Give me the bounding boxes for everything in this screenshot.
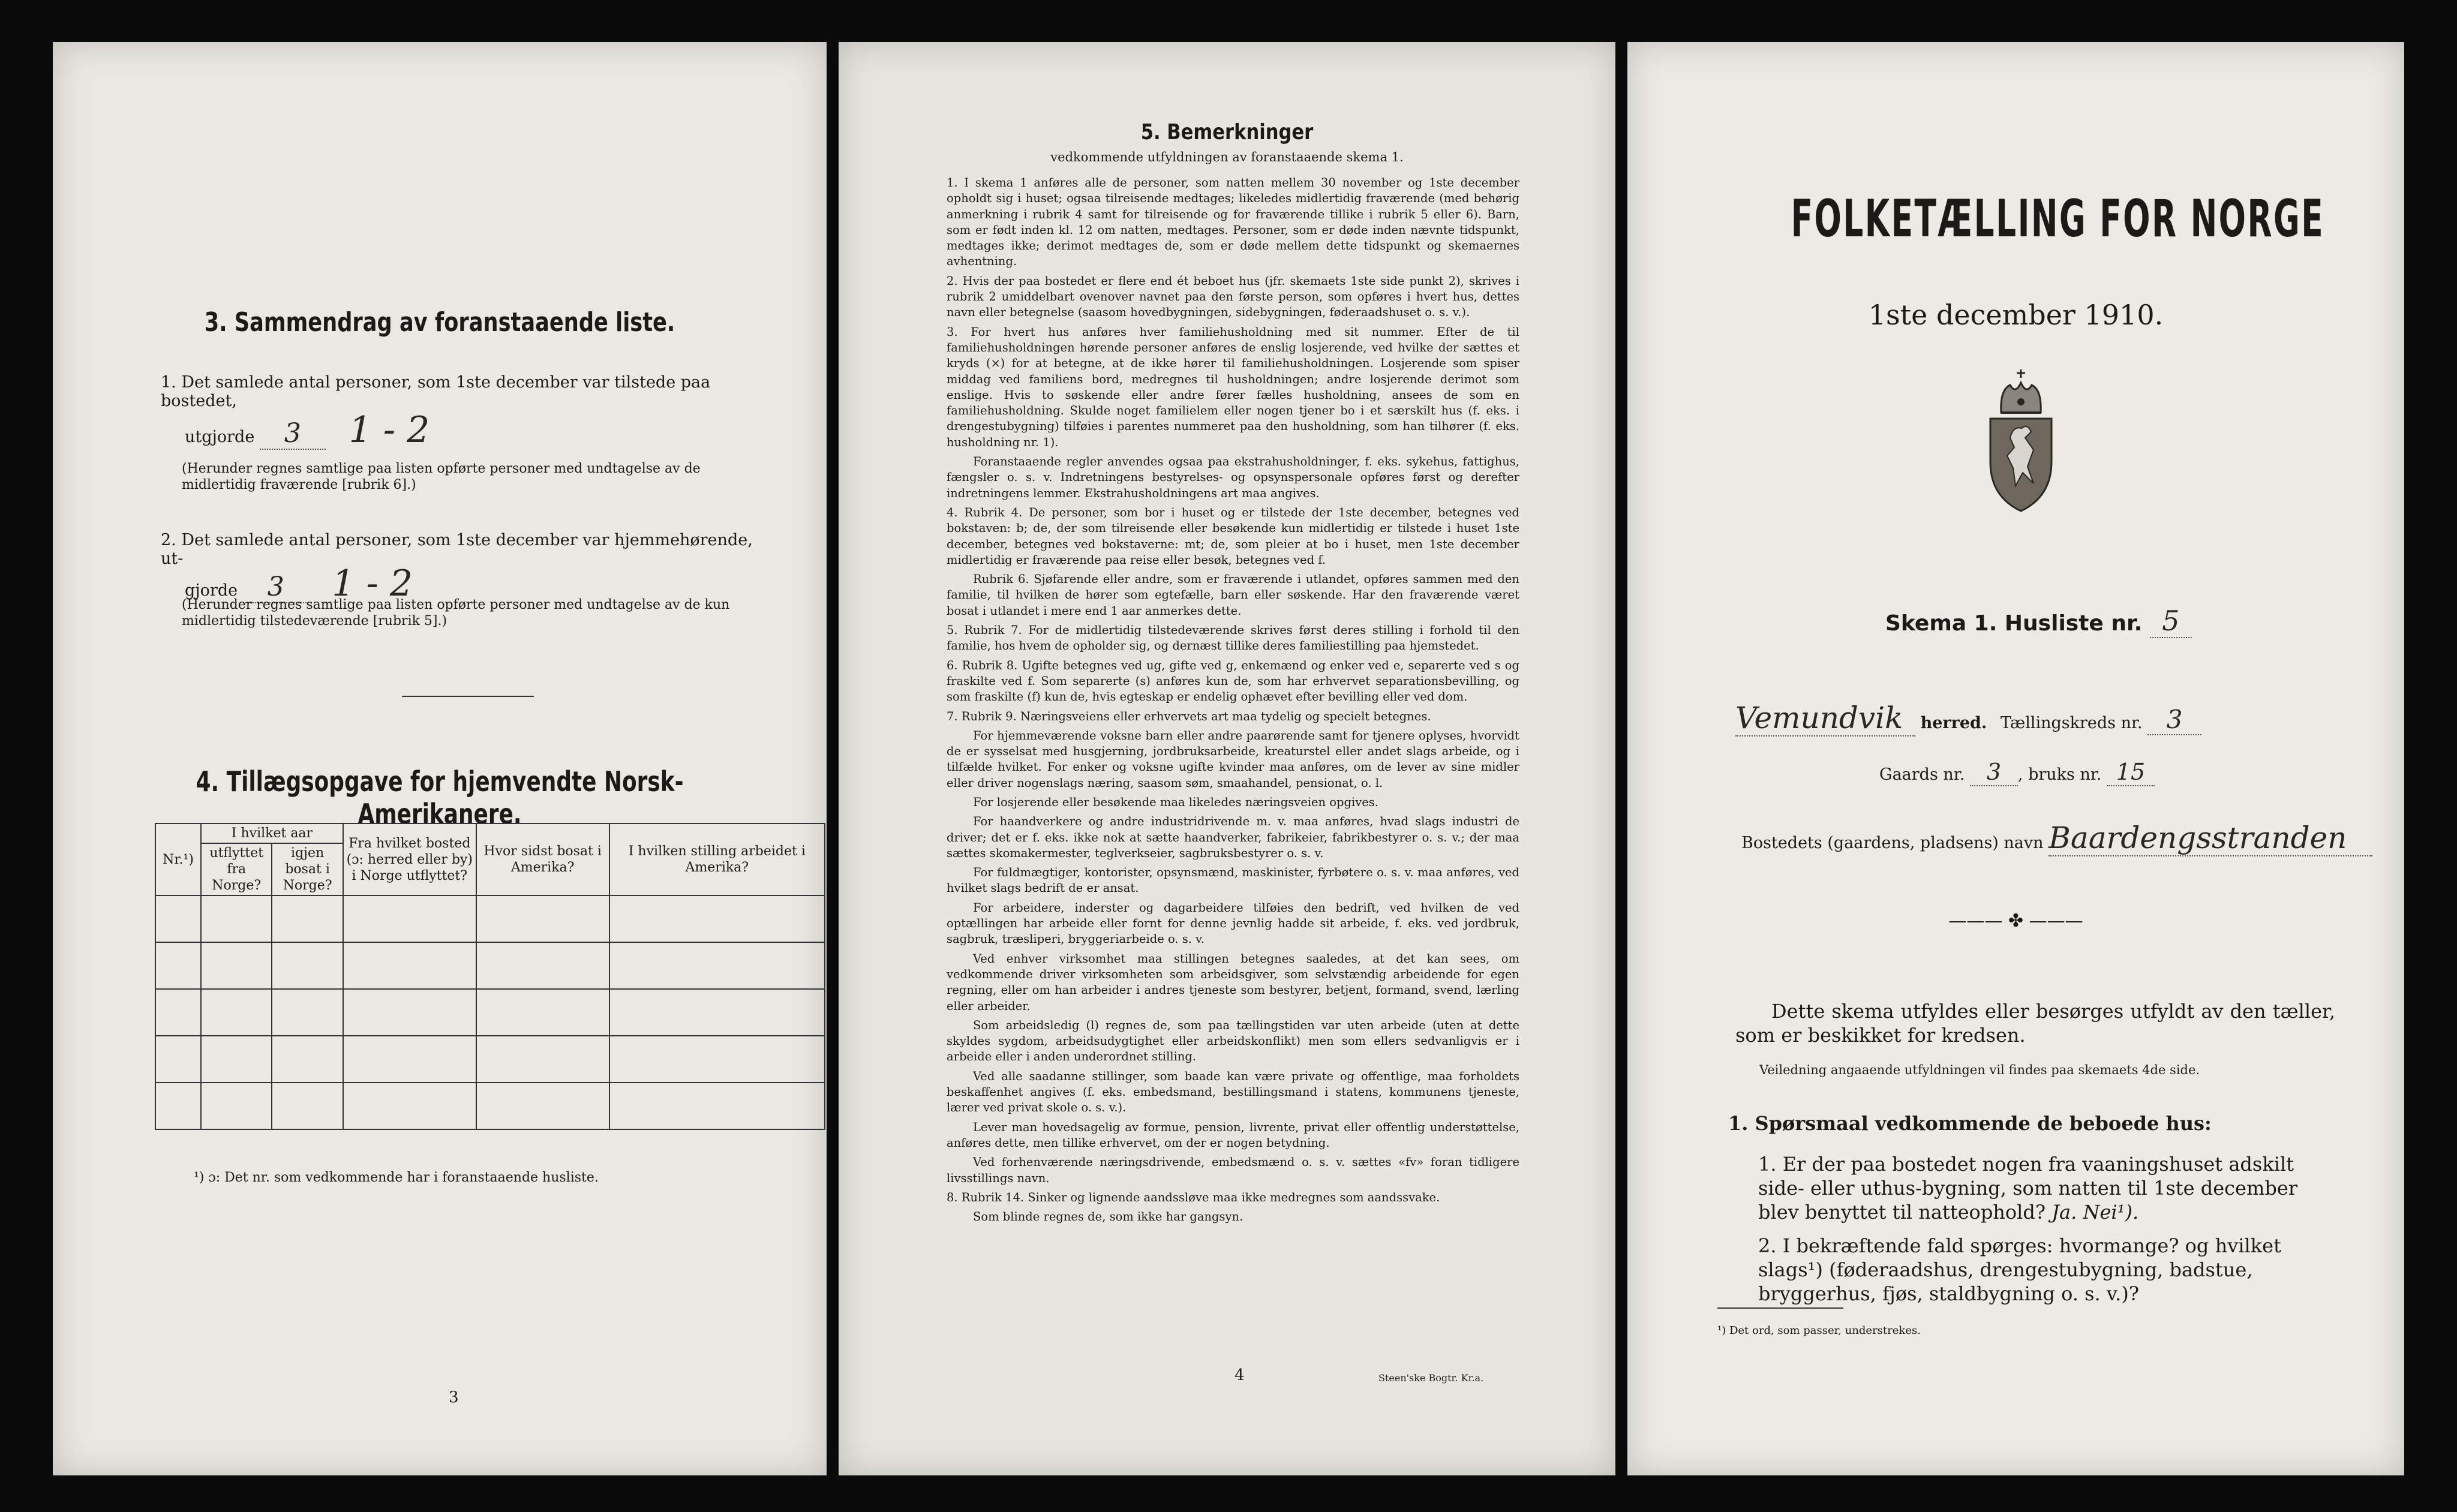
remark-paragraph: For haandverkere og andre industridrivende m. v. maa anføres, hvad slags industri de driver; det er f. eks. ikke nok at sætte haandverker, fabrikeier, fabrikbestyrer o. s. v.; der maa sættes skomakermester, teglverkseier, sagbruksbestyrer o. s. v. [947,814,1519,860]
col-year-group: I hvilket aar [201,823,343,843]
q1-house [1758,1152,2340,1224]
bosted-label: Bostedets (gaardens, pladsens) navn [1741,834,2044,852]
remark-paragraph: 1. I skema 1 anføres alle de personer, som natten mellem 30 november og 1ste december opholdt sig i huset; ogsaa tilreisende medtages; likeledes midlertidig fraværende (med behørig anmerkning i rubrik 4 samt for tilreisende og for fraværende tillike i rubrik 5 eller 6). Barn, som er født inden kl. 12 om natten, medtages. Personer, som er døde inden nævnte tidspunkt, medtages ikke; derimot medtages de, som er døde mellem dette tidspunkt og skemaernes avhentning. [947,176,1519,269]
remark-paragraph: For arbeidere, inderster og dagarbeidere tilføies den bedrift, ved hvilken de ved optællingen har arbeide eller fornt for denne jevnlig hadde sit arbeide, f. eks. ved jordbruk, sagbruk, træsliperi, bryggeriarbeide o. s. v. [947,900,1519,946]
divider [402,696,534,697]
q1-handwritten: 1 - 2 [349,409,430,451]
bruks-value: 15 [2107,759,2155,786]
page-4 [839,42,1615,1475]
q1-value: 3 [260,418,326,450]
gaards-value: 3 [1970,759,2018,786]
herred-value: Vemundvik [1735,701,1915,737]
col-hvor: Hvor sidst bosat i Amerika? [476,823,609,895]
section1-title: 1. Spørsmaal vedkommende de beboede hus: [1728,1112,2212,1135]
col-fra: Fra hvilket bosted (ɔ: herred eller by) i Norge utflyttet? [343,823,476,895]
main-title-wrap [1627,189,2404,249]
q1-note: (Herunder regnes samtlige paa listen opførte personer med undtagelse av de midlertidig fraværende [rubrik 6].) [182,461,701,492]
page-number-4: 4 [1234,1366,1245,1384]
main-title: FOLKETÆLLING FOR NORGE [1791,189,2325,249]
table-row [155,895,825,942]
q1-house-answer: Ja. Nei¹). [2051,1201,2139,1224]
table-row [155,1083,825,1129]
page1-footnote: ¹) Det ord, som passer, understrekes. [1717,1324,1921,1337]
ornament: ——— ✤ ——— [1948,910,2083,931]
schema-line [1885,605,2192,638]
remark-paragraph: 4. Rubrik 4. De personer, som bor i huset og er tilstede der 1ste december, betegnes ved bokstaven: b; de, der som tilreisende eller besøkende kun midlertidig er tilstede i huset 1ste december, betegnes ved bokstaverne: mt; de, som pleier at bo i huset, men 1ste december midlertidig er fraværende paa reise eller besøk, betegnes ved f. [947,505,1519,567]
remark-paragraph: 3. For hvert hus anføres hver familiehusholdning med sit nummer. Efter de til familiehusholdningen hørende personer anføres de enslig losjerende, ved hvilke der sættes et kryds (×) for at betegne, at de ikke hører til familiehusholdningen. Losjerende som spiser middag ved familiens bord, medregnes til husholdningen; andre losjerende derimot som enslige. Hvis to søskende eller andre fører fælles husholdning, ansees de som en familiehusholdning. Skulde noget familielem eller nogen tjener bo i et særskilt hus (f. eks. i drengestubygning) tilføies i parentes nummeret paa den husholdning, som han tilhører (f. eks. husholdning nr. 1). [947,324,1519,449]
printer-mark: Steen'ske Bogtr. Kr.a. [1378,1372,1484,1384]
remark-paragraph: 5. Rubrik 7. For de midlertidig tilstedeværende skrives først deres stilling i forhold til den familie, hos hvem de opholder sig, og dernæst tillike deres familiestilling paa hjemstedet. [947,623,1519,653]
page-number-3: 3 [449,1388,459,1406]
q1-house-text: 1. Er der paa bostedet nogen fra vaaningshuset adskilt side- eller uthus-bygning, som natten til 1ste december blev benyttet til natteophold? [1758,1153,2298,1224]
remarks-body [947,175,1519,1369]
q2-prefix: gjorde [185,581,238,600]
remark-paragraph: For fuldmægtiger, kontorister, opsynsmænd, maskinister, fyrbøtere o. s. v. maa anføres, ved hvilket slags bedrift de er ansat. [947,865,1519,895]
section3-title: 3. Sammendrag av foranstaaende liste. [204,307,675,338]
remark-paragraph: Lever man hovedsagelig av formue, pension, livrente, privat eller offentlig understøttelse, anføres dette, men tillike erhvervet, om der er nogen betydning. [947,1120,1519,1150]
remark-paragraph: For losjerende eller besøkende maa likeledes næringsveien opgives. [973,795,1378,809]
gaards-label: Gaards nr. [1879,765,1965,784]
remark-paragraph: Som arbeidsledig (l) regnes de, som paa tællingstiden var uten arbeide (uten at dette skyldes sygdom, arbeidsudygtighet eller arbeidskonflikt) men som ellers sedvanligvis er i arbeide eller i anden underordnet stilling. [947,1018,1519,1064]
remark-paragraph: Som blinde regnes de, som ikke har gangsyn. [973,1210,1243,1224]
q2-text: 2. Det samlede antal personer, som 1ste december var hjemmehørende, ut- [161,531,753,568]
q2-value: 3 [243,572,309,603]
page-3 [53,42,827,1475]
table-row [155,1036,825,1083]
q2-house-text: 2. I bekræftende fald spørges: hvormange? og hvilket slags¹) (føderaadshus, drengestubygning, badstue, bryggerhus, fjøs, staldbygning o. s. v.)? [1758,1234,2281,1305]
remarks-subtitle: vedkommende utfyldningen av foranstaaende skema 1. [1050,150,1404,164]
remark-paragraph: 6. Rubrik 8. Ugifte betegnes ved ug, gifte ved g, enkemænd og enker ved e, separerte ved s og fraskilte ved f. Som separerte (s) anføres kun de, som har erhvervet separationsbevilling, og som fraskilte (f) kun de, hvis egteskap er endelig ophævet efter bevilling eller ved dom. [947,658,1519,704]
gaards-line: Gaards nr. 3 , bruks nr. 15 [1879,759,2155,786]
bosted-value: Baardengsstranden [2048,820,2372,856]
herred-line [1735,701,2395,737]
schema-label: Skema 1. Husliste nr. [1885,611,2143,636]
col-stilling: I hvilken stilling arbeidet i Amerika? [609,823,825,895]
bruks-label: bruks nr. [2028,765,2102,784]
norsk-amerikanere-table [155,823,825,1130]
remark-paragraph: Ved forhenværende næringsdrivende, embedsmænd o. s. v. sættes «fv» foran tidligere livsstillings navn. [947,1155,1519,1185]
remark-paragraph: Ved alle saadanne stillinger, som baade kan være private og offentlige, maa forholdets beskaffenhet angives (f. eks. embedsmand, bestillingsmand i statens, kommunens tjeneste, lærer ved privat skole o. s. v.). [947,1069,1519,1115]
q1-prefix: utgjorde [185,428,255,446]
q2-handwritten: 1 - 2 [332,563,413,605]
footnote-divider [1717,1307,1843,1309]
page-1 [1627,42,2404,1475]
remark-paragraph: 7. Rubrik 9. Næringsveiens eller erhvervets art maa tydelig og specielt betegnes. [947,709,1431,723]
table-row [155,989,825,1036]
remark-paragraph: 8. Rubrik 14. Sinker og lignende aandssløve maa ikke medregnes som aandssvake. [947,1190,1440,1204]
q2-note: (Herunder regnes samtlige paa listen opførte personer med undtagelse av de kun midlertidig tilstedeværende [rubrik 5].) [182,597,730,629]
herred-label: herred. [1920,714,1987,732]
coat-of-arms-icon [1983,366,2059,516]
section4-title: 4. Tillægsopgave for hjemvendte Norsk-Amerikanere. [196,765,684,830]
remark-paragraph: Foranstaaende regler anvendes ogsaa paa ekstrahusholdninger, f. eks. sykehus, fattighus, fængsler o. s. v. Indretningens bestyrelses- og opsynspersonale opføres først og derefter indretningens lemmer. Ekstrahusholdningens art maa angives. [947,455,1519,500]
q1-answer-line [185,409,429,451]
q1-text: 1. Det samlede antal personer, som 1ste december var tilstede paa bostedet, [161,373,711,410]
remark-paragraph: Ved enhver virksomhet maa stillingen betegnes saaledes, at det kan sees, om vedkommende driver virksomheten som arbeidsgiver, som selvstændig arbeidende for egen regning, eller om han arbeider i andres tjeneste som bestyrer, betjent, formand, svend, lærling eller arbeider. [947,951,1519,1013]
remark-paragraph: 2. Hvis der paa bostedet er flere end ét beboet hus (jfr. skemaets 1ste side punkt 2), skrives i rubrik 2 umiddelbart ovenover navnet paa den første person, som opføres i hvert hus, dettes navn eller betegnelse (saasom hovedbygningen, sidebygningen, føderaadshuset o. s. v.). [947,273,1519,320]
bosted-line [1741,820,2395,856]
veiledning-text: Veiledning angaaende utfyldningen vil findes paa skemaets 4de side. [1759,1063,2200,1077]
remark-paragraph: Rubrik 6. Sjøfarende eller andre, som er fraværende i utlandet, opføres sammen med den familie, til hvilken de hører som egtefælle, barn eller søskende. Har den fraværende været bosat i utlandet i mere end 1 aar anmerkes dette. [947,572,1519,618]
col-igjen: igjen bosat i Norge? [272,843,343,895]
col-utflyttet: utflyttet fra Norge? [201,843,272,895]
kreds-label: Tællingskreds nr. [2000,714,2143,732]
husliste-nr: 5 [2150,605,2192,638]
intro-text: Dette skema utfyldes eller besørges utfyldt av den tæller, som er beskikket for kredsen. [1735,1000,2335,1047]
kreds-value: 3 [2147,705,2201,735]
census-date: 1ste december 1910. [1868,299,2164,331]
col-nr: Nr.¹) [155,823,201,895]
remark-paragraph: For hjemmeværende voksne barn eller andre paarørende samt for tjenere oplyses, hvorvidt de er sysselsat med husgjerning, jordbruksarbeide, kreaturstel eller andet slags arbeide, og i tilfælde hvilket. For enker og voksne ugifte kvinder maa anføres, om de lever av sine midler eller driver nogenslags næring, saasom søm, smaahandel, pensionat, o. l. [947,728,1519,790]
remarks-title: 5. Bemerkninger [1140,120,1314,145]
table-footnote: ¹) ɔ: Det nr. som vedkommende har i foranstaaende husliste. [194,1170,599,1185]
table-row [155,942,825,989]
